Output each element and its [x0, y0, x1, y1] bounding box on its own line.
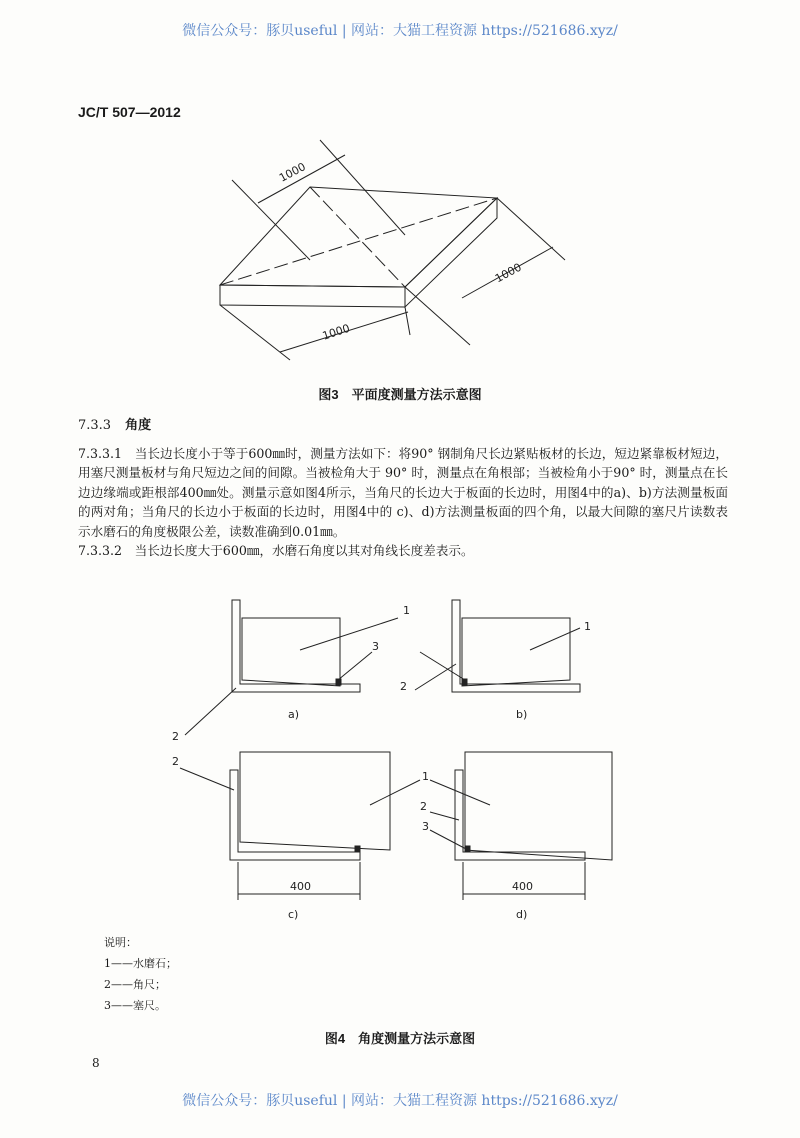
- label-3-c: 3: [422, 820, 429, 833]
- figure-4d: [430, 752, 612, 900]
- body-text: [78, 444, 728, 560]
- sub-a: a): [288, 708, 300, 721]
- leader-1: [530, 628, 580, 650]
- dim-400-c: 400: [290, 880, 311, 893]
- ext-line: [497, 198, 565, 260]
- ext-line: [220, 305, 290, 360]
- label-1-c: 1: [422, 770, 429, 783]
- sub-b: b): [516, 708, 528, 721]
- sub-d: d): [516, 908, 528, 921]
- square-tool: [230, 770, 360, 860]
- figure-3-plate: [220, 140, 565, 360]
- dim-label-right: 1000: [492, 260, 524, 286]
- label-2-a: 2: [172, 730, 179, 743]
- figure-4-caption: 图4 角度测量方法示意图: [324, 1031, 476, 1046]
- leader-line: [430, 780, 490, 805]
- watermark-top: 微信公众号：豚贝useful | 网站：大猫工程资源 https://521686.xyz/: [182, 23, 618, 39]
- label-2-d: 2: [420, 800, 427, 813]
- section-number: 7.3.3: [78, 418, 112, 433]
- paragraph-7332: 7.3.3.2 当长边长度大于600㎜，水磨石角度以其对角线长度差表示。: [78, 543, 474, 559]
- plate-side-face: [405, 198, 497, 307]
- diagonal-dashed: [310, 187, 405, 287]
- section-title: 角度: [125, 417, 152, 432]
- diagonal-dashed: [220, 198, 497, 285]
- sub-c: c): [288, 908, 299, 921]
- dim-400-d: 400: [512, 880, 533, 893]
- leader-2: [415, 664, 456, 690]
- terrazzo-plate: [240, 752, 390, 850]
- terrazzo-plate: [465, 752, 612, 860]
- square-tool: [455, 770, 585, 860]
- figure-notes: [104, 932, 177, 1016]
- leader-2: [185, 688, 236, 735]
- leader-3: [420, 652, 465, 680]
- plate-front-face: [220, 285, 405, 307]
- figure-4c: [180, 752, 420, 900]
- note-item: 3——塞尺。: [104, 999, 166, 1012]
- figure-4b: [415, 600, 580, 692]
- terrazzo-plate: [462, 618, 570, 686]
- leader-3: [338, 652, 372, 680]
- page-number: 8: [92, 1056, 100, 1070]
- label-2-c: 2: [172, 755, 179, 768]
- paragraph-7331: 7.3.3.1 当长边长度小于等于600㎜时，测量方法如下：将90° 钢制角尺长边紧贴板材的长边，短边紧靠板材短边，用塞尺测量板材与角尺短边之间的间隙。当被检角大于 90° 时，测量点在角根部；当被检角小于90° 时，测量点在长边边缘端或距根部400㎜处。测量示意如图4所示，当角尺的长边大于板面的长边时，用图4中的a)、b)方法测量板面的两对角；当角尺的长边小于板面的长边时，用图4中的 c)、d)方法测量板面的四个角，以最大间隙的塞尺片读数表示水磨石的角度极限公差，读数准确到0.01㎜。: [78, 446, 728, 539]
- feeler-gauge: [355, 846, 360, 852]
- section-heading: [78, 414, 151, 433]
- label-1-b: 1: [584, 620, 591, 633]
- terrazzo-plate: [242, 618, 340, 686]
- label-3-a: 3: [372, 640, 379, 653]
- figure-3-caption: 图3 平面度测量方法示意图: [318, 387, 482, 402]
- ext-line: [320, 140, 405, 235]
- label-1-a: 1: [403, 604, 410, 617]
- ext-line: [405, 307, 410, 335]
- standard-code: JC/T 507—2012: [78, 104, 181, 120]
- square-tool: [452, 600, 580, 692]
- note-item: 2——角尺；: [104, 978, 166, 991]
- label-2-b: 2: [400, 680, 407, 693]
- notes-title: 说明：: [104, 936, 137, 949]
- note-item: 1——水磨石；: [104, 957, 177, 970]
- leader-line: [430, 830, 468, 850]
- leader-2: [180, 768, 234, 790]
- dim-label-top: 1000: [277, 160, 308, 185]
- leader-line: [370, 780, 420, 805]
- ext-line: [232, 180, 310, 260]
- watermark-bottom: 微信公众号：豚贝useful | 网站：大猫工程资源 https://521686.xyz/: [182, 1093, 618, 1109]
- ext-line: [405, 287, 470, 345]
- leader-1: [300, 618, 398, 650]
- dim-label-bottom: 1000: [320, 321, 352, 343]
